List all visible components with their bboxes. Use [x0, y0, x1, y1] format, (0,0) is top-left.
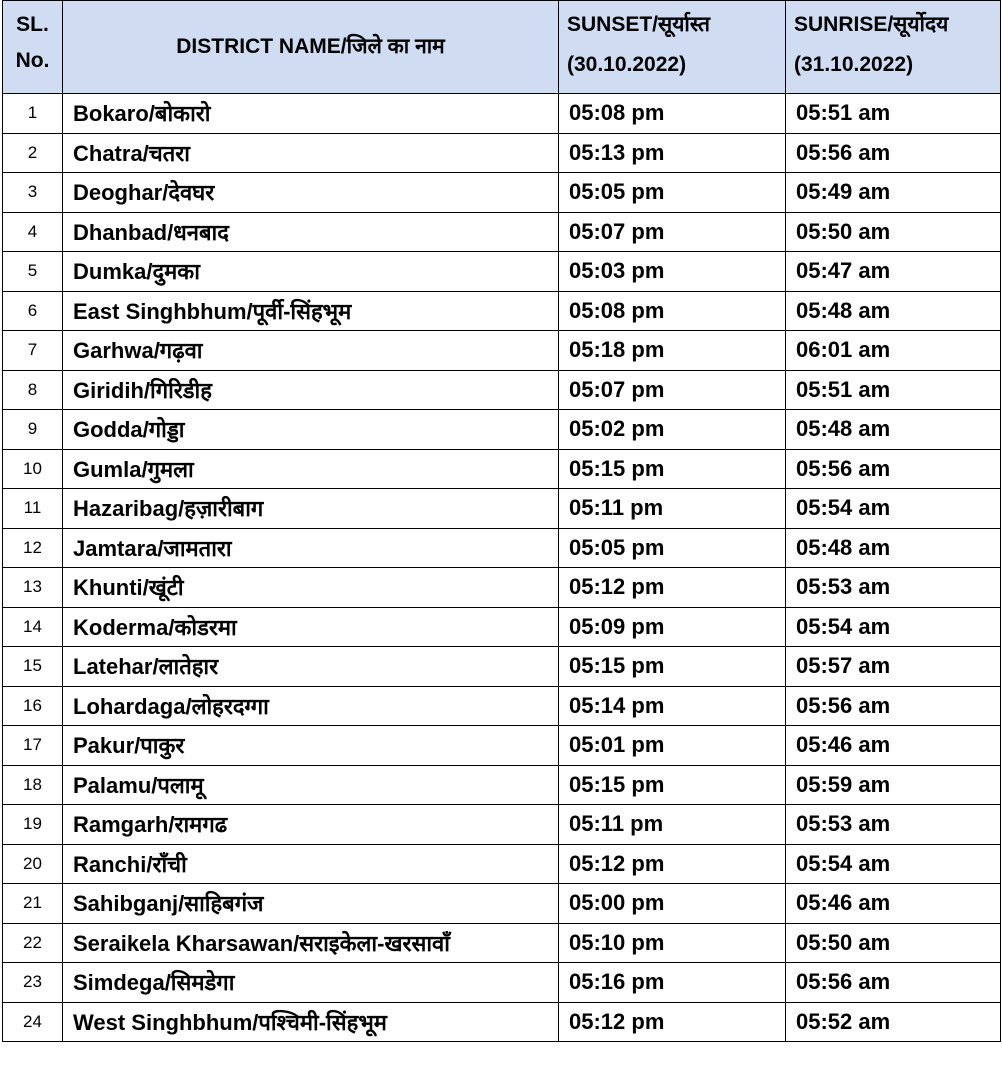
district-name-cell: Deoghar/देवघर — [63, 173, 559, 213]
sunset-time-cell: 05:02 pm — [559, 410, 786, 450]
serial-number-cell: 12 — [3, 528, 63, 568]
district-name-cell: Giridih/गिरिडीह — [63, 370, 559, 410]
table-row — [3, 212, 1001, 252]
district-name-cell: Hazaribag/हज़ारीबाग — [63, 489, 559, 529]
sunrise-time-cell: 05:51 am — [786, 94, 1001, 134]
table-row — [3, 686, 1001, 726]
sunset-time-cell: 05:01 pm — [559, 726, 786, 766]
serial-number-cell: 16 — [3, 686, 63, 726]
district-name-cell: Godda/गोड्डा — [63, 410, 559, 450]
table-row — [3, 844, 1001, 884]
table-row — [3, 923, 1001, 963]
sunrise-time-cell: 05:50 am — [786, 212, 1001, 252]
table-row — [3, 805, 1001, 845]
sunrise-time-cell: 05:54 am — [786, 489, 1001, 529]
sunrise-time-cell: 05:56 am — [786, 133, 1001, 173]
serial-number-cell: 21 — [3, 884, 63, 924]
sunset-time-cell: 05:05 pm — [559, 528, 786, 568]
table-row — [3, 173, 1001, 213]
sunset-time-cell: 05:08 pm — [559, 291, 786, 331]
sunset-time-cell: 05:09 pm — [559, 607, 786, 647]
serial-number-cell: 3 — [3, 173, 63, 213]
serial-number-cell: 20 — [3, 844, 63, 884]
district-name-cell: Pakur/पाकुर — [63, 726, 559, 766]
serial-number-cell: 24 — [3, 1002, 63, 1042]
sunset-time-cell: 05:13 pm — [559, 133, 786, 173]
table-row — [3, 370, 1001, 410]
district-name-cell: Simdega/सिमडेगा — [63, 963, 559, 1003]
header-serial-number — [3, 1, 63, 94]
header-row — [3, 1, 1001, 94]
district-name-cell: East Singhbhum/पूर्वी-सिंहभूम — [63, 291, 559, 331]
table-row — [3, 884, 1001, 924]
district-name-cell: Dhanbad/धनबाद — [63, 212, 559, 252]
sunset-time-cell: 05:05 pm — [559, 173, 786, 213]
table-row — [3, 489, 1001, 529]
table-row — [3, 726, 1001, 766]
header-sunrise-date: (31.10.2022) — [794, 53, 914, 76]
header-serial-line2: No. — [15, 49, 50, 72]
sunset-time-cell: 05:16 pm — [559, 963, 786, 1003]
serial-number-cell: 13 — [3, 568, 63, 608]
sunrise-time-cell: 05:53 am — [786, 805, 1001, 845]
sunrise-time-cell: 05:46 am — [786, 884, 1001, 924]
district-name-cell: Seraikela Kharsawan/सराइकेला-खरसावाँ — [63, 923, 559, 963]
header-sunrise — [786, 1, 1001, 94]
serial-number-cell: 8 — [3, 370, 63, 410]
district-name-cell: Dumka/दुमका — [63, 252, 559, 292]
district-name-cell: Koderma/कोडरमा — [63, 607, 559, 647]
table-row — [3, 765, 1001, 805]
sunrise-time-cell: 05:48 am — [786, 410, 1001, 450]
sunrise-time-cell: 05:47 am — [786, 252, 1001, 292]
sunrise-time-cell: 05:59 am — [786, 765, 1001, 805]
sunset-time-cell: 05:15 pm — [559, 647, 786, 687]
table-body — [3, 94, 1001, 1042]
district-name-cell: Khunti/खूंटी — [63, 568, 559, 608]
serial-number-cell: 15 — [3, 647, 63, 687]
header-serial-line1: SL. — [16, 13, 49, 36]
serial-number-cell: 6 — [3, 291, 63, 331]
table-row — [3, 252, 1001, 292]
sunrise-time-cell: 05:49 am — [786, 173, 1001, 213]
table-row — [3, 449, 1001, 489]
sunrise-time-cell: 05:56 am — [786, 686, 1001, 726]
sunrise-time-cell: 05:54 am — [786, 607, 1001, 647]
table-row — [3, 1002, 1001, 1042]
sunset-time-cell: 05:12 pm — [559, 1002, 786, 1042]
sunrise-time-cell: 05:52 am — [786, 1002, 1001, 1042]
sunrise-time-cell: 05:50 am — [786, 923, 1001, 963]
serial-number-cell: 19 — [3, 805, 63, 845]
header-district-name: DISTRICT NAME/जिले का नाम — [63, 1, 559, 94]
sunset-time-cell: 05:15 pm — [559, 449, 786, 489]
district-name-cell: Lohardaga/लोहरदग्गा — [63, 686, 559, 726]
district-name-cell: Chatra/चतरा — [63, 133, 559, 173]
serial-number-cell: 7 — [3, 331, 63, 371]
district-name-cell: West Singhbhum/पश्चिमी-सिंहभूम — [63, 1002, 559, 1042]
serial-number-cell: 5 — [3, 252, 63, 292]
district-name-cell: Gumla/गुमला — [63, 449, 559, 489]
district-name-cell: Ramgarh/रामगढ — [63, 805, 559, 845]
header-sunrise-label: SUNRISE/सूर्योदय — [794, 13, 949, 36]
district-name-cell: Sahibganj/साहिबगंज — [63, 884, 559, 924]
serial-number-cell: 1 — [3, 94, 63, 134]
sunrise-time-cell: 05:48 am — [786, 291, 1001, 331]
serial-number-cell: 2 — [3, 133, 63, 173]
serial-number-cell: 17 — [3, 726, 63, 766]
table-row — [3, 331, 1001, 371]
sunset-time-cell: 05:12 pm — [559, 568, 786, 608]
serial-number-cell: 11 — [3, 489, 63, 529]
district-name-cell: Latehar/लातेहार — [63, 647, 559, 687]
sunset-time-cell: 05:08 pm — [559, 94, 786, 134]
serial-number-cell: 14 — [3, 607, 63, 647]
sunset-time-cell: 05:15 pm — [559, 765, 786, 805]
table-row — [3, 963, 1001, 1003]
table-row — [3, 410, 1001, 450]
sunrise-time-cell: 05:54 am — [786, 844, 1001, 884]
sunrise-time-cell: 05:53 am — [786, 568, 1001, 608]
sunset-time-cell: 05:07 pm — [559, 212, 786, 252]
serial-number-cell: 18 — [3, 765, 63, 805]
sunset-time-cell: 05:11 pm — [559, 489, 786, 529]
table-row — [3, 647, 1001, 687]
header-sunset-date: (30.10.2022) — [567, 53, 687, 76]
sunset-time-cell: 05:03 pm — [559, 252, 786, 292]
serial-number-cell: 9 — [3, 410, 63, 450]
serial-number-cell: 10 — [3, 449, 63, 489]
district-name-cell: Palamu/पलामू — [63, 765, 559, 805]
serial-number-cell: 4 — [3, 212, 63, 252]
sunset-time-cell: 05:14 pm — [559, 686, 786, 726]
sunrise-time-cell: 05:48 am — [786, 528, 1001, 568]
table-header — [3, 1, 1001, 94]
district-name-cell: Ranchi/राँची — [63, 844, 559, 884]
sunset-sunrise-table — [2, 0, 1001, 1042]
serial-number-cell: 23 — [3, 963, 63, 1003]
sunrise-time-cell: 05:57 am — [786, 647, 1001, 687]
table-row — [3, 133, 1001, 173]
district-name-cell: Bokaro/बोकारो — [63, 94, 559, 134]
table-row — [3, 568, 1001, 608]
sunrise-time-cell: 05:56 am — [786, 963, 1001, 1003]
district-name-cell: Garhwa/गढ़वा — [63, 331, 559, 371]
table-row — [3, 94, 1001, 134]
district-name-cell: Jamtara/जामतारा — [63, 528, 559, 568]
sunrise-time-cell: 05:46 am — [786, 726, 1001, 766]
sunset-time-cell: 05:12 pm — [559, 844, 786, 884]
sunrise-time-cell: 05:51 am — [786, 370, 1001, 410]
table-row — [3, 291, 1001, 331]
sunrise-time-cell: 06:01 am — [786, 331, 1001, 371]
sunset-time-cell: 05:11 pm — [559, 805, 786, 845]
header-sunset-label: SUNSET/सूर्यास्त — [567, 13, 710, 36]
serial-number-cell: 22 — [3, 923, 63, 963]
table-row — [3, 528, 1001, 568]
header-sunset — [559, 1, 786, 94]
sunset-time-cell: 05:00 pm — [559, 884, 786, 924]
sunset-time-cell: 05:10 pm — [559, 923, 786, 963]
sunset-time-cell: 05:18 pm — [559, 331, 786, 371]
sunrise-time-cell: 05:56 am — [786, 449, 1001, 489]
table-row — [3, 607, 1001, 647]
sunset-time-cell: 05:07 pm — [559, 370, 786, 410]
